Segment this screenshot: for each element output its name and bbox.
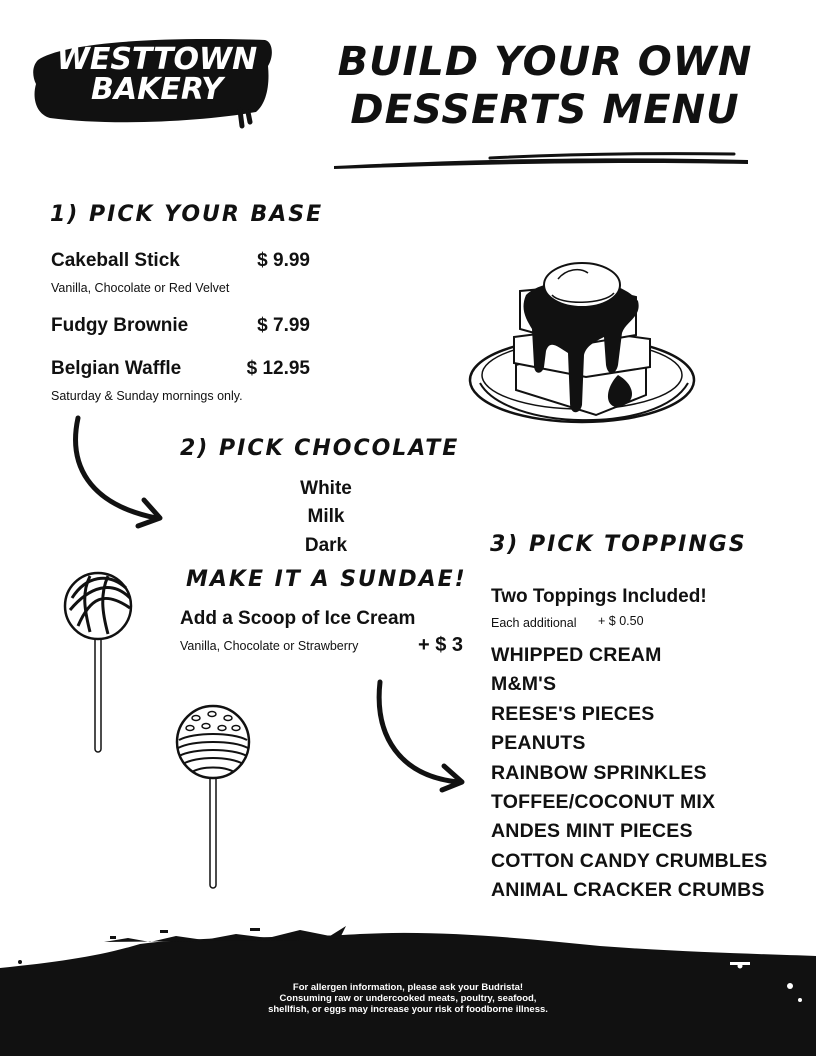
title-line-1: BUILD YOUR OWN: [337, 39, 753, 85]
curved-arrow-icon: [68, 414, 168, 530]
base-item-price: $ 7.99: [257, 315, 310, 336]
base-item-name: Cakeball Stick: [51, 250, 180, 271]
footer-line-1: For allergen information, please ask your Budrista!: [292, 982, 524, 993]
step2-heading: 2) PICK CHOCOLATE: [180, 436, 460, 461]
topping-item: PEANUTS: [491, 732, 586, 755]
topping-item: WHIPPED CREAM: [491, 644, 662, 666]
chocolate-option: White: [300, 478, 352, 499]
step1-heading: 1) PICK YOUR BASE: [50, 202, 324, 227]
topping-item: M&M'S: [491, 673, 557, 696]
chocolate-option: Milk: [307, 506, 345, 527]
chocolate-option: Dark: [304, 535, 348, 556]
sundae-price: + $ 3: [417, 634, 463, 656]
brownie-sundae-illustration: [466, 255, 698, 445]
base-item-price: $ 12.95: [246, 358, 310, 379]
title-line-2: DESSERTS MENU: [350, 87, 740, 133]
page-title: [330, 38, 760, 134]
base-item-note: Saturday & Sunday mornings only.: [51, 389, 243, 403]
topping-item: ANIMAL CRACKER CRUMBS: [491, 879, 765, 902]
step3-heading: 3) PICK TOPPINGS: [490, 532, 747, 557]
topping-item: COTTON CANDY CRUMBLES: [491, 849, 768, 872]
topping-item: REESE'S PIECES: [491, 702, 655, 725]
sprinkled-cakepop-icon: [174, 704, 252, 894]
toppings-included: Two Toppings Included!: [491, 586, 707, 607]
footer-line-2: Consuming raw or undercooked meats, poultry, seafood,: [279, 993, 537, 1004]
topping-item: ANDES MINT PIECES: [491, 820, 693, 843]
footer-disclaimer: [208, 982, 608, 1015]
base-item-name: Fudgy Brownie: [51, 315, 189, 336]
base-item-note: Vanilla, Chocolate or Red Velvet: [51, 281, 230, 295]
title-underline: [330, 148, 754, 172]
sundae-heading: MAKE IT A SUNDAE!: [186, 567, 467, 592]
base-item-name: Belgian Waffle: [51, 358, 182, 379]
curved-arrow-icon: [370, 676, 470, 796]
additional-topping-label: Each additional: [491, 616, 577, 630]
footer-line-3: shellfish, or eggs may increase your risk of foodborne illness.: [268, 1004, 548, 1015]
base-item-price: $ 9.99: [257, 250, 310, 271]
sundae-item: Add a Scoop of Ice Cream: [180, 608, 416, 629]
toppings-list: [491, 641, 811, 906]
logo-line-2: BAKERY: [91, 72, 223, 107]
logo-line-1: WESTTOWN: [56, 42, 258, 77]
topping-item: TOFFEE/COCONUT MIX: [491, 790, 716, 813]
topping-item: RAINBOW SPRINKLES: [491, 761, 707, 784]
cakeball-stick-icon: [60, 568, 136, 758]
sundae-note: Vanilla, Chocolate or Strawberry: [180, 639, 359, 653]
additional-topping-price: + $ 0.50: [598, 614, 644, 628]
